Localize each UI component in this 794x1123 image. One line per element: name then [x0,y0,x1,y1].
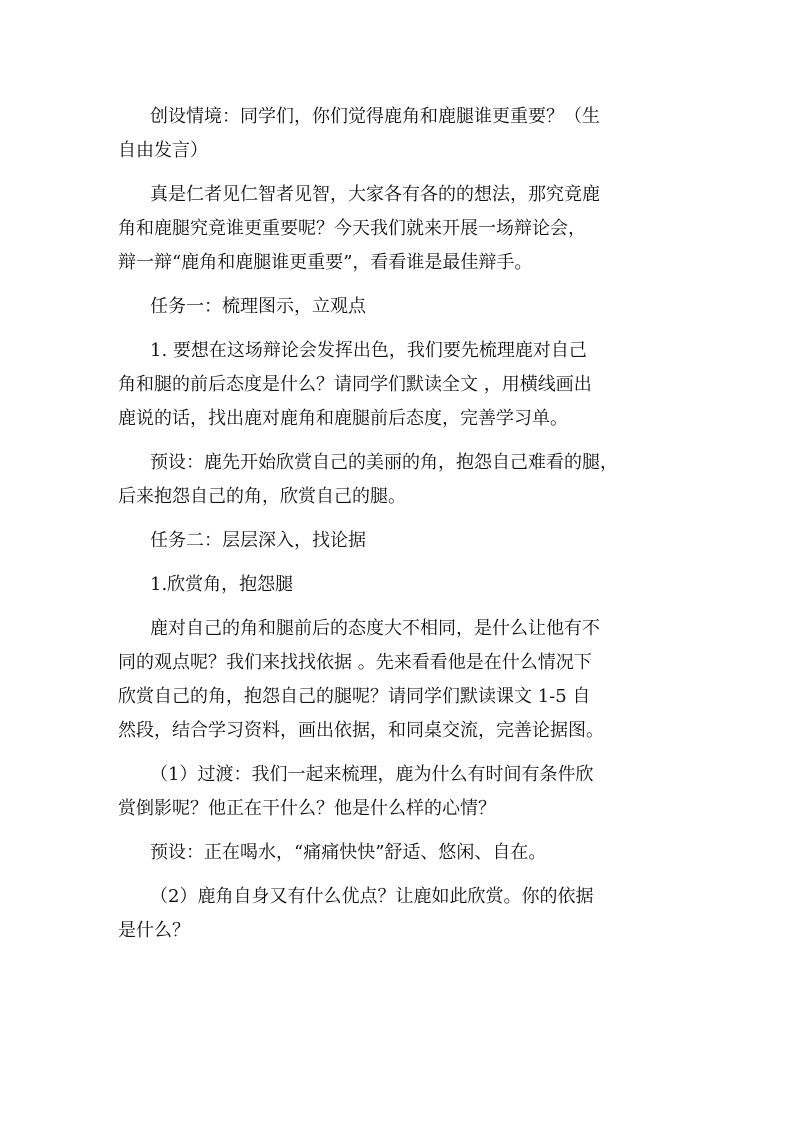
text-line: 鹿对自己的角和腿前后的态度大不相同，是什么让他有不 [150,618,600,639]
text-line: 创设情境：同学们，你们觉得鹿角和鹿腿谁更重要？（生 [150,106,600,127]
text-line: 真是仁者见仁智者见智，大家各有各的的想法，那究竟鹿 [150,184,600,205]
text-line: 后来抱怨自己的角，欣赏自己的腿。 [118,486,406,507]
paragraph-transition-1 [118,758,678,826]
task-one-heading [118,290,678,324]
text-line: 欣赏自己的角，抱怨自己的腿呢？请同学们默读课文 1-5 自 [118,686,591,707]
text-line: （1）过渡：我们一起来梳理，鹿为什么有时间有条件欣 [150,764,594,785]
paragraph-question-2 [118,880,678,948]
task-two-heading [118,524,678,558]
text-line: （2）鹿角自身又有什么优点？让鹿如此欣赏。你的依据 [150,886,594,907]
text-line: 然段，结合学习资料，画出依据，和同桌交流，完善论据图。 [118,720,604,741]
text-line: 同的观点呢？我们来找找依据 。先来看看他是在什么情况下 [118,652,592,673]
text-line: 角和腿的前后态度是什么？请同学们默读全文 ，用横线画出 [118,374,592,395]
text-line: 赏倒影呢？他正在干什么？他是什么样的心情？ [118,798,496,819]
subheading-appreciate-antlers [118,568,678,602]
text-line: 是什么？ [118,920,190,941]
text-line: 鹿说的话，找出鹿对鹿角和鹿腿前后态度，完善学习单。 [118,408,568,429]
text-line: 1. 要想在这场辩论会发挥出色，我们要先梳理鹿对自己 [150,340,587,361]
text-line: 预设：鹿先开始欣赏自己的美丽的角，抱怨自己难看的腿， [150,452,618,473]
paragraph-evidence [118,612,678,748]
paragraph-step-1 [118,334,678,436]
text-line: 任务一：梳理图示，立观点 [150,296,366,317]
text-line: 预设：正在喝水，“痛痛快快”舒适、悠闲、自在。 [150,842,547,863]
paragraph-situation [118,100,678,168]
text-line: 辩一辩“鹿角和鹿腿谁更重要”，看看谁是最佳辩手。 [118,252,533,273]
paragraph-preset-2 [118,836,678,870]
paragraph-intro [118,178,678,280]
text-line: 角和鹿腿究竟谁更重要呢？今天我们就来开展一场辩论会， [118,218,586,239]
document-body [118,100,678,948]
text-line: 任务二：层层深入，找论据 [150,530,366,551]
text-line: 1.欣赏角，抱怨腿 [150,574,294,595]
paragraph-preset-1 [118,446,678,514]
text-line: 自由发言） [118,140,208,161]
